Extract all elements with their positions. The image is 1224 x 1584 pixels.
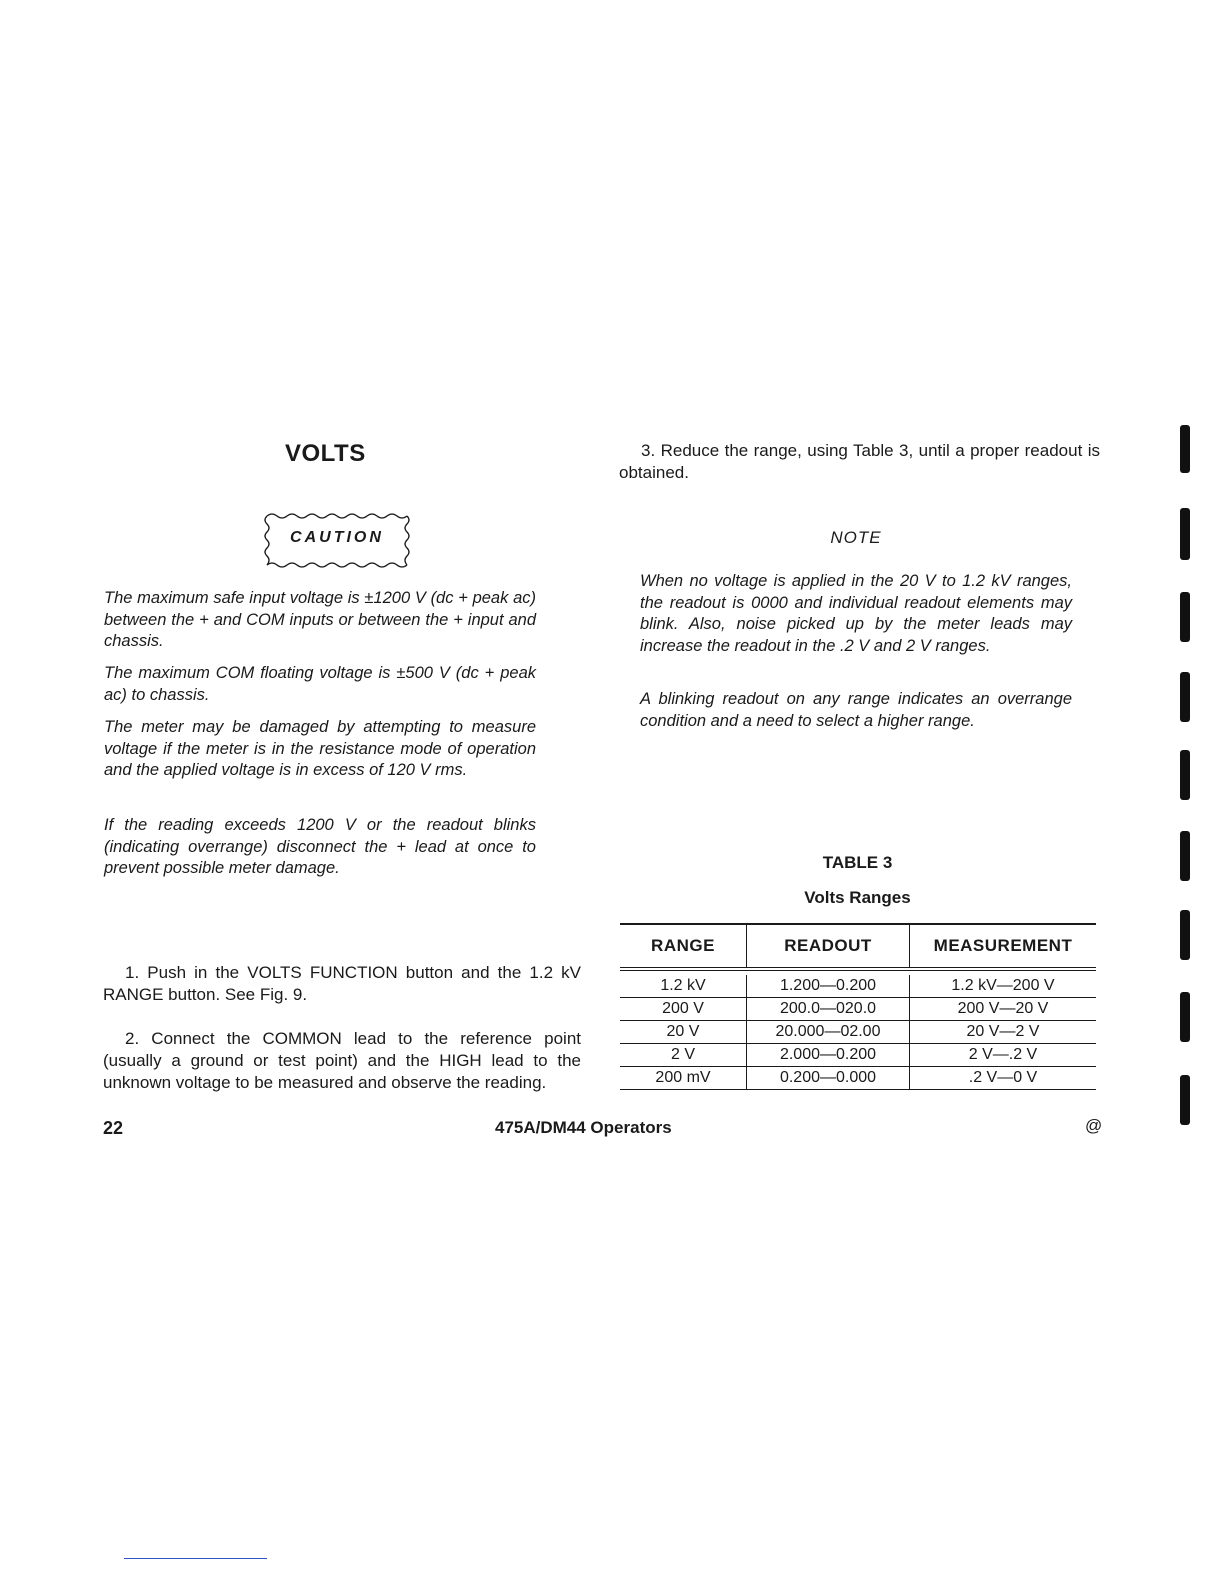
section-heading: VOLTS: [285, 440, 366, 467]
table-number: TABLE 3: [822, 853, 893, 872]
table-row: [620, 998, 1096, 1021]
page-number: 22: [103, 1118, 124, 1138]
caution-label: CAUTION: [290, 529, 384, 546]
cell-readout: 1.200—0.200: [747, 975, 910, 998]
header-measurement: MEASUREMENT: [910, 924, 1097, 969]
caution-paragraph-2: The maximum COM floating voltage is ±500 V (dc + peak ac) to chassis.: [104, 664, 536, 704]
cell-readout: 2.000—0.200: [747, 1044, 910, 1067]
cell-readout: 0.200—0.000: [747, 1067, 910, 1090]
binding-mark: [1180, 750, 1190, 800]
step-1: [103, 962, 581, 1006]
step-3-text: 3. Reduce the range, using Table 3, until a proper readout is obtained.: [619, 441, 1100, 482]
cell-range: 1.2 kV: [620, 975, 747, 998]
cell-readout: 20.000—02.00: [747, 1021, 910, 1044]
binding-mark: [1180, 992, 1190, 1042]
step-2: [103, 1028, 581, 1094]
table-header-row: [620, 924, 1096, 969]
caution-paragraph-1: The maximum safe input voltage is ±1200 V (dc + peak ac) between the + and COM inputs or between the + input and chassis.: [104, 589, 536, 650]
binding-mark: [1180, 910, 1190, 960]
caution-paragraph-3: The meter may be damaged by attempting to measure voltage if the meter is in the resistance mode of operation and the applied voltage is in excess of 120 V rms.: [104, 718, 536, 779]
step-3: [619, 440, 1100, 484]
caution-box: [262, 510, 412, 570]
binding-mark: [1180, 1075, 1190, 1125]
cell-range: 2 V: [620, 1044, 747, 1067]
note-paragraph-2: A blinking readout on any range indicates an overrange condition and a need to select a higher range.: [640, 690, 1072, 730]
cell-readout: 200.0—020.0: [747, 998, 910, 1021]
cell-range: 20 V: [620, 1021, 747, 1044]
header-readout: READOUT: [747, 924, 910, 969]
table-row: [620, 1021, 1096, 1044]
footer-mark: @: [1085, 1116, 1103, 1135]
cell-range: 200 V: [620, 998, 747, 1021]
volts-ranges-table: [620, 923, 1096, 1090]
caution-paragraph-4: If the reading exceeds 1200 V or the readout blinks (indicating overrange) disconnect the + lead at once to prevent possible meter damage.: [104, 816, 536, 877]
binding-mark: [1180, 508, 1190, 560]
note-title: NOTE: [830, 528, 882, 547]
binding-mark: [1180, 831, 1190, 881]
cell-measurement: 2 V—.2 V: [910, 1044, 1097, 1067]
table-row: [620, 975, 1096, 998]
bottom-rule: [124, 1558, 267, 1559]
cell-range: 200 mV: [620, 1067, 747, 1090]
cell-measurement: 200 V—20 V: [910, 998, 1097, 1021]
header-range: RANGE: [620, 924, 747, 969]
cell-measurement: 1.2 kV—200 V: [910, 975, 1097, 998]
binding-mark: [1180, 672, 1190, 722]
binding-mark: [1180, 592, 1190, 642]
footer-title: 475A/DM44 Operators: [495, 1118, 672, 1137]
step-1-text: 1. Push in the VOLTS FUNCTION button and the 1.2 kV RANGE button. See Fig. 9.: [103, 963, 581, 1004]
binding-mark: [1180, 425, 1190, 473]
cell-measurement: .2 V—0 V: [910, 1067, 1097, 1090]
step-2-text: 2. Connect the COMMON lead to the reference point (usually a ground or test point) and the HIGH lead to the unknown voltage to be measured and observe the reading.: [103, 1029, 581, 1092]
table-caption: Volts Ranges: [804, 888, 911, 907]
cell-measurement: 20 V—2 V: [910, 1021, 1097, 1044]
table-row: [620, 1044, 1096, 1067]
table-row: [620, 1067, 1096, 1090]
note-paragraph-1: When no voltage is applied in the 20 V to 1.2 kV ranges, the readout is 0000 and individual readout elements may blink. Also, noise picked up by the meter leads may increase the readout in the .2 V and 2 V ranges.: [640, 572, 1072, 655]
